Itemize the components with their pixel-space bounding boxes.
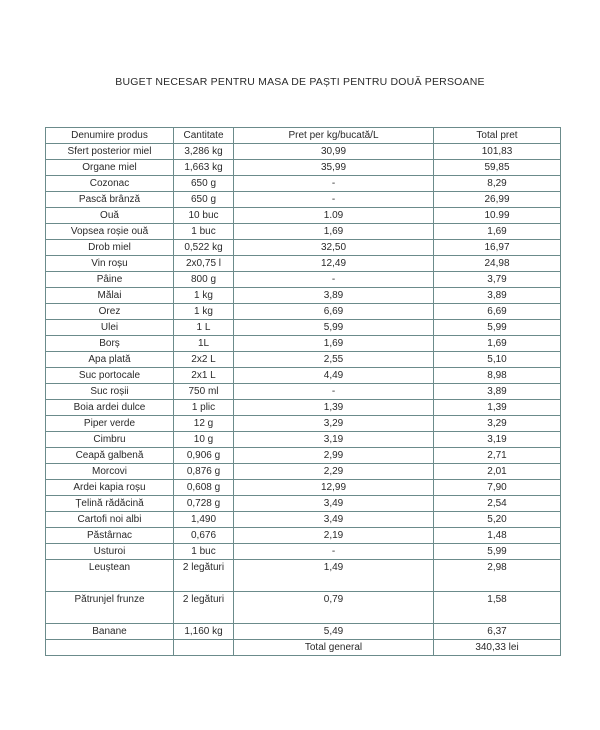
unit-price-cell: 3,49 <box>234 512 434 528</box>
product-name-cell: Suc roșii <box>46 384 174 400</box>
unit-price-cell: - <box>234 176 434 192</box>
quantity-cell: 1,490 <box>174 512 234 528</box>
table-row <box>46 144 561 160</box>
unit-price-cell: 2,55 <box>234 352 434 368</box>
unit-price-cell: 2,29 <box>234 464 434 480</box>
product-name-cell: Boia ardei dulce <box>46 400 174 416</box>
table-row <box>46 352 561 368</box>
table-row <box>46 192 561 208</box>
quantity-cell: 2 legături <box>174 560 234 592</box>
table-row <box>46 400 561 416</box>
table-row <box>46 624 561 640</box>
product-name-cell: Leuștean <box>46 560 174 592</box>
total-value: 340,33 lei <box>434 640 561 656</box>
table-row <box>46 160 561 176</box>
table-row <box>46 432 561 448</box>
product-name-cell: Mălai <box>46 288 174 304</box>
total-price-cell: 6,69 <box>434 304 561 320</box>
unit-price-cell: 1,69 <box>234 224 434 240</box>
table-row <box>46 384 561 400</box>
unit-price-cell: 2,99 <box>234 448 434 464</box>
quantity-cell: 3,286 kg <box>174 144 234 160</box>
product-name-cell: Banane <box>46 624 174 640</box>
product-name-cell: Cimbru <box>46 432 174 448</box>
table-row <box>46 224 561 240</box>
product-name-cell: Pască brânză <box>46 192 174 208</box>
unit-price-cell: - <box>234 272 434 288</box>
product-name-cell: Ulei <box>46 320 174 336</box>
quantity-cell: 1,663 kg <box>174 160 234 176</box>
quantity-cell: 1,160 kg <box>174 624 234 640</box>
unit-price-cell: 1,49 <box>234 560 434 592</box>
total-price-cell: 26,99 <box>434 192 561 208</box>
unit-price-cell: 4,49 <box>234 368 434 384</box>
quantity-cell: 12 g <box>174 416 234 432</box>
quantity-cell: 1 plic <box>174 400 234 416</box>
table-row <box>46 464 561 480</box>
table-row <box>46 560 561 592</box>
total-price-cell: 16,97 <box>434 240 561 256</box>
table-row <box>46 416 561 432</box>
header-unit-price: Pret per kg/bucată/L <box>234 128 434 144</box>
product-name-cell: Pătrunjel frunze <box>46 592 174 624</box>
unit-price-cell: 12,99 <box>234 480 434 496</box>
quantity-cell: 0,728 g <box>174 496 234 512</box>
total-price-cell: 8,29 <box>434 176 561 192</box>
table-row <box>46 496 561 512</box>
unit-price-cell: 3,29 <box>234 416 434 432</box>
unit-price-cell: 35,99 <box>234 160 434 176</box>
product-name-cell: Apa plată <box>46 352 174 368</box>
quantity-cell: 1L <box>174 336 234 352</box>
unit-price-cell: - <box>234 544 434 560</box>
product-name-cell: Borș <box>46 336 174 352</box>
quantity-cell: 2x1 L <box>174 368 234 384</box>
header-quantity: Cantitate <box>174 128 234 144</box>
total-price-cell: 2,54 <box>434 496 561 512</box>
table-row <box>46 320 561 336</box>
quantity-cell: 10 g <box>174 432 234 448</box>
unit-price-cell: 5,49 <box>234 624 434 640</box>
total-price-cell: 2,71 <box>434 448 561 464</box>
unit-price-cell: 2,19 <box>234 528 434 544</box>
total-price-cell: 5,99 <box>434 544 561 560</box>
product-name-cell: Păstârnac <box>46 528 174 544</box>
total-price-cell: 5,20 <box>434 512 561 528</box>
unit-price-cell: 3,19 <box>234 432 434 448</box>
quantity-cell: 2x2 L <box>174 352 234 368</box>
unit-price-cell: 5,99 <box>234 320 434 336</box>
table-row <box>46 336 561 352</box>
table-row <box>46 448 561 464</box>
unit-price-cell: 1,69 <box>234 336 434 352</box>
product-name-cell: Vopsea roșie ouă <box>46 224 174 240</box>
unit-price-cell: 6,69 <box>234 304 434 320</box>
quantity-cell: 0,522 kg <box>174 240 234 256</box>
table-row <box>46 240 561 256</box>
unit-price-cell: 0,79 <box>234 592 434 624</box>
total-price-cell: 6,37 <box>434 624 561 640</box>
unit-price-cell: 1,39 <box>234 400 434 416</box>
table-row <box>46 288 561 304</box>
total-price-cell: 3,19 <box>434 432 561 448</box>
unit-price-cell: 30,99 <box>234 144 434 160</box>
quantity-cell: 1 L <box>174 320 234 336</box>
table-row <box>46 368 561 384</box>
page-title: BUGET NECESAR PENTRU MASA DE PAȘTI PENTRU DOUĂ PERSOANE <box>115 76 485 88</box>
product-name-cell: Ouă <box>46 208 174 224</box>
total-price-cell: 3,89 <box>434 288 561 304</box>
product-name-cell: Vin roșu <box>46 256 174 272</box>
total-price-cell: 3,89 <box>434 384 561 400</box>
quantity-cell: 1 buc <box>174 224 234 240</box>
product-name-cell: Morcovi <box>46 464 174 480</box>
product-name-cell: Sfert posterior miel <box>46 144 174 160</box>
total-price-cell: 101,83 <box>434 144 561 160</box>
total-price-cell: 3,29 <box>434 416 561 432</box>
unit-price-cell: 32,50 <box>234 240 434 256</box>
product-name-cell: Ardei kapia roșu <box>46 480 174 496</box>
total-price-cell: 1,58 <box>434 592 561 624</box>
table-row <box>46 304 561 320</box>
product-name-cell: Pâine <box>46 272 174 288</box>
total-label: Total general <box>234 640 434 656</box>
total-price-cell: 1,69 <box>434 336 561 352</box>
total-price-cell: 59,85 <box>434 160 561 176</box>
product-name-cell: Piper verde <box>46 416 174 432</box>
total-price-cell: 1,48 <box>434 528 561 544</box>
quantity-cell: 650 g <box>174 176 234 192</box>
unit-price-cell: 3,89 <box>234 288 434 304</box>
quantity-cell: 10 buc <box>174 208 234 224</box>
table-row <box>46 256 561 272</box>
header-product-name: Denumire produs <box>46 128 174 144</box>
table-header-row <box>46 128 561 144</box>
table-row <box>46 528 561 544</box>
quantity-cell: 1 kg <box>174 304 234 320</box>
quantity-cell: 1 buc <box>174 544 234 560</box>
budget-table <box>45 127 561 656</box>
quantity-cell: 750 ml <box>174 384 234 400</box>
table-row <box>46 512 561 528</box>
product-name-cell: Organe miel <box>46 160 174 176</box>
total-price-cell: 7,90 <box>434 480 561 496</box>
quantity-cell: 2 legături <box>174 592 234 624</box>
product-name-cell: Ceapă galbenă <box>46 448 174 464</box>
total-price-cell: 8,98 <box>434 368 561 384</box>
quantity-cell: 800 g <box>174 272 234 288</box>
product-name-cell: Usturoi <box>46 544 174 560</box>
table-row <box>46 544 561 560</box>
product-name-cell: Cozonac <box>46 176 174 192</box>
quantity-cell: 0,876 g <box>174 464 234 480</box>
table-row <box>46 592 561 624</box>
total-price-cell: 2,98 <box>434 560 561 592</box>
product-name-cell: Suc portocale <box>46 368 174 384</box>
product-name-cell: Orez <box>46 304 174 320</box>
table-row <box>46 272 561 288</box>
unit-price-cell: 12,49 <box>234 256 434 272</box>
quantity-cell: 1 kg <box>174 288 234 304</box>
quantity-cell: 0,906 g <box>174 448 234 464</box>
total-price-cell: 2,01 <box>434 464 561 480</box>
total-row <box>46 640 561 656</box>
quantity-cell: 0,676 <box>174 528 234 544</box>
total-price-cell: 1,69 <box>434 224 561 240</box>
total-price-cell: 1,39 <box>434 400 561 416</box>
header-total-price: Total pret <box>434 128 561 144</box>
unit-price-cell: - <box>234 384 434 400</box>
total-price-cell: 3,79 <box>434 272 561 288</box>
total-price-cell: 10.99 <box>434 208 561 224</box>
quantity-cell: 650 g <box>174 192 234 208</box>
unit-price-cell: 3,49 <box>234 496 434 512</box>
total-price-cell: 24,98 <box>434 256 561 272</box>
unit-price-cell: - <box>234 192 434 208</box>
table-row <box>46 480 561 496</box>
total-empty-cell <box>174 640 234 656</box>
product-name-cell: Țelină rădăcină <box>46 496 174 512</box>
total-empty-cell <box>46 640 174 656</box>
total-price-cell: 5,10 <box>434 352 561 368</box>
quantity-cell: 2x0,75 l <box>174 256 234 272</box>
table-row <box>46 208 561 224</box>
table-row <box>46 176 561 192</box>
quantity-cell: 0,608 g <box>174 480 234 496</box>
unit-price-cell: 1.09 <box>234 208 434 224</box>
product-name-cell: Cartofi noi albi <box>46 512 174 528</box>
total-price-cell: 5,99 <box>434 320 561 336</box>
product-name-cell: Drob miel <box>46 240 174 256</box>
